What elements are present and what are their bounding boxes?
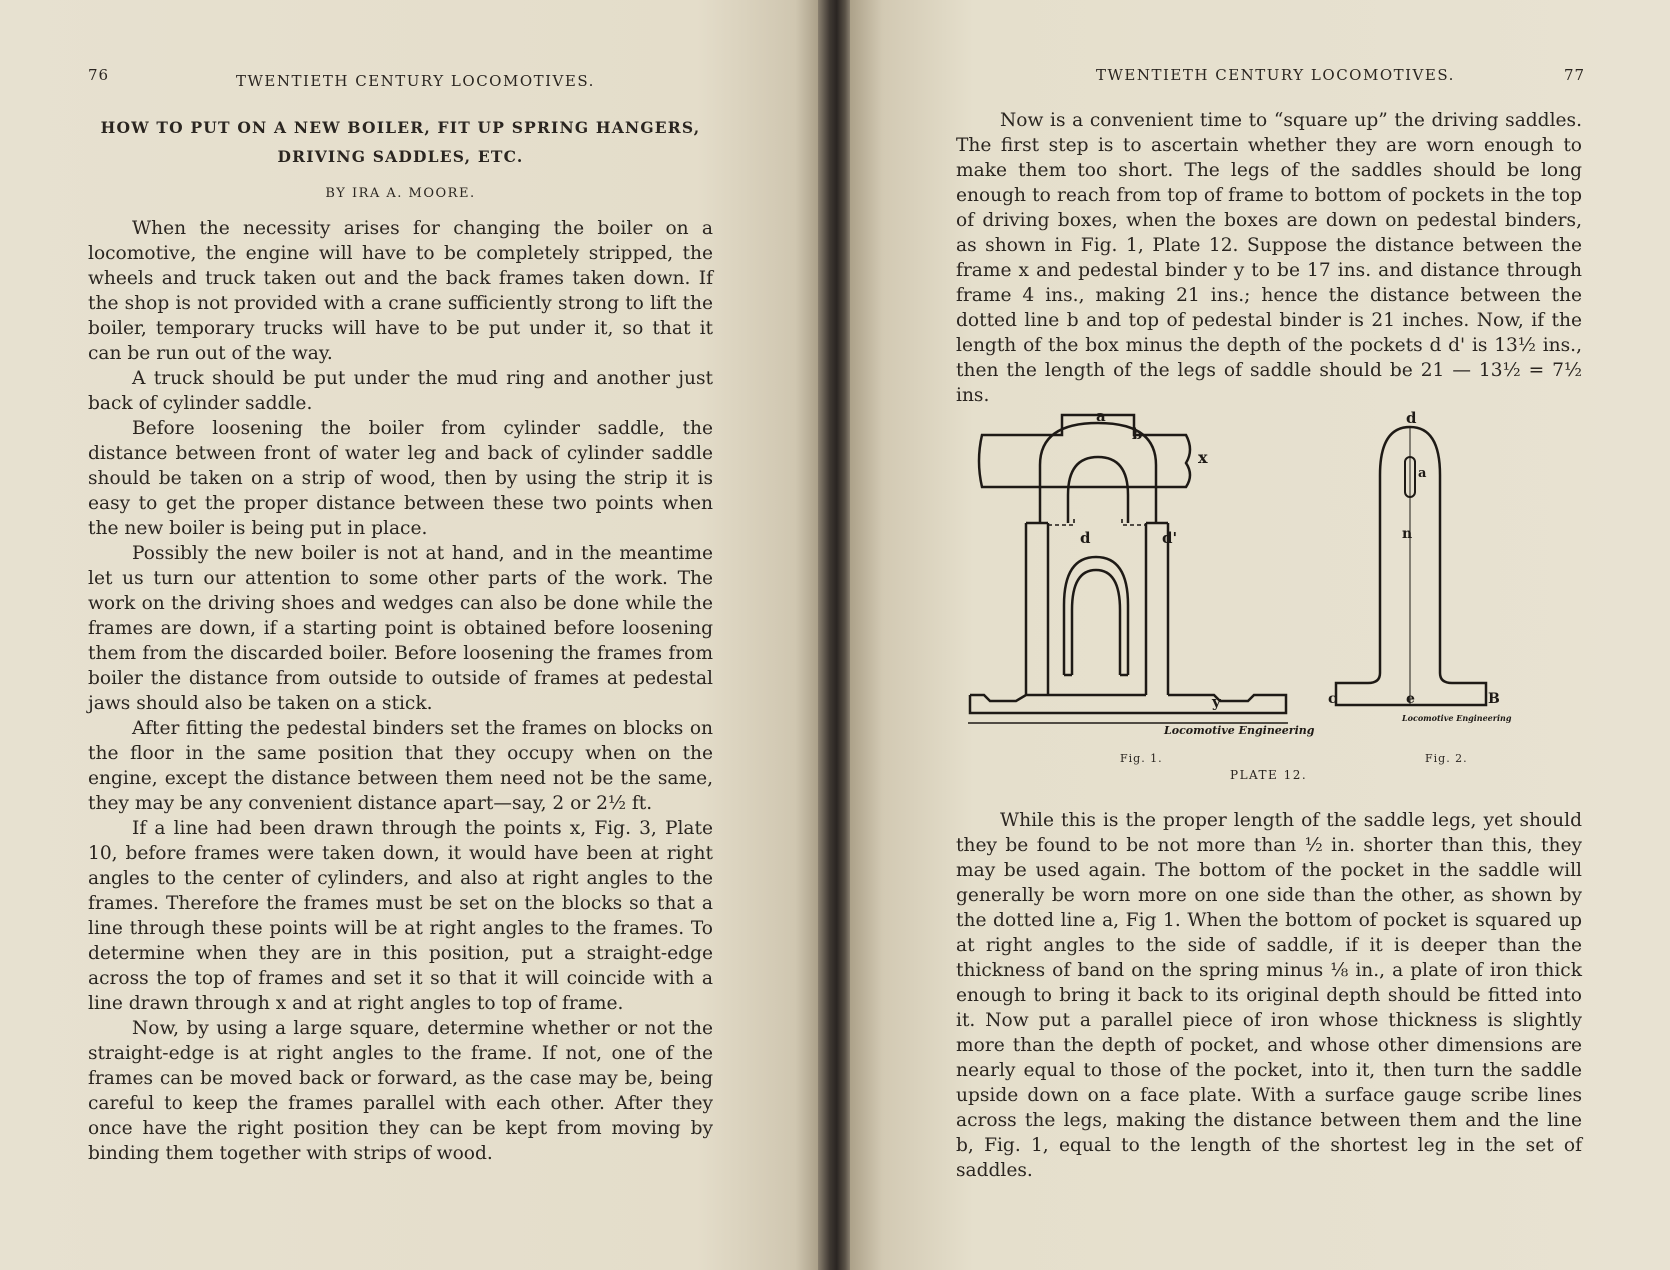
page-number-right: 77 <box>1564 66 1586 84</box>
article-title <box>88 113 713 171</box>
paragraph: When the necessity arises for changing the boiler on a locomotive, the engine will have to be completely stripped, the wheels and truck taken out and the back frames taken down. If the shop is not provided with a crane sufficiently strong to lift the boiler, temporary trucks will have to be put under it, so that it can be run out of the way. <box>88 218 713 364</box>
figure-1-drawing <box>968 405 1315 737</box>
left-page <box>0 0 820 1270</box>
right-body-bottom <box>956 808 1582 1183</box>
fig1-label-a: a <box>1096 407 1106 425</box>
fig1-caption: Fig. 1. <box>1120 752 1163 765</box>
plate-caption: PLATE 12. <box>1230 768 1308 782</box>
article-title-line-2: DRIVING SADDLES, ETC. <box>277 147 524 166</box>
paragraph: Now, by using a large square, determine whether or not the straight-edge is at right angles to the frame. If not, one of the frames can be moved back or forward, as the case may be, being careful to keep the frames parallel with each other. After they once have the right position they can be kept from moving by binding them together with strips of wood. <box>88 1018 713 1164</box>
fig1-label-d: d <box>1080 529 1091 547</box>
left-body <box>88 216 713 1166</box>
fig1-label-d-prime: d' <box>1162 529 1178 547</box>
fig2-credit: Locomotive Engineering <box>1402 713 1512 723</box>
right-body-top <box>956 108 1582 408</box>
paragraph: After fitting the pedestal binders set the frames on blocks on the floor in the same position that they occupy when on the engine, except the distance between them need not be the same, they may be any convenient distance apart—say, 2 or 2½ ft. <box>88 718 713 814</box>
fig2-label-B: B <box>1488 691 1500 707</box>
paragraph: Now is a convenient time to “square up” the driving saddles. The first step is to ascertain whether they are worn enough to make them too short. The legs of the saddles should be long enough to reach from top of frame to bottom of pockets in the top of driving boxes, when the boxes are down on pedestal binders, as shown in Fig. 1, Plate 12. Suppose the distance between the frame x and pedestal binder y to be 17 ins. and distance through frame 4 ins., making 21 ins.; hence the distance between the dotted line b and top of pedestal binder is 21 inches. Now, if the length of the box minus the depth of the pockets d d' is 13½ ins., then the length of the legs of saddle should be 21 — 13½ = 7½ ins. <box>956 110 1582 406</box>
fig2-label-e: e <box>1406 691 1415 707</box>
fig2-caption: Fig. 2. <box>1425 752 1468 765</box>
page-number-left: 76 <box>88 66 110 84</box>
book-gutter <box>818 0 852 1270</box>
fig1-credit: Locomotive Engineering <box>1164 724 1315 737</box>
paragraph: If a line had been drawn through the points x, Fig. 3, Plate 10, before frames were taken down, it would have been at right angles to the center of cylinders, and also at right angles to the frames. Therefore the frames must be set on the blocks so that a line through these points will be at right angles to the frames. To determine when they are in this position, put a straight-edge across the top of frames and set it so that it will coincide with a line drawn through x and at right angles to top of frame. <box>88 818 713 1014</box>
fig2-label-d: d <box>1406 409 1417 427</box>
figure-2-drawing <box>1328 405 1512 735</box>
running-head-right: TWENTIETH CENTURY LOCOMOTIVES. <box>1096 66 1455 84</box>
running-head-left: TWENTIETH CENTURY LOCOMOTIVES. <box>236 72 595 90</box>
fig2-label-n: n <box>1402 526 1413 542</box>
right-page <box>850 0 1670 1270</box>
fig1-label-y: y <box>1212 693 1221 711</box>
fig2-label-c: c <box>1328 691 1337 707</box>
paragraph: While this is the proper length of the saddle legs, yet should they be found to be not more than ½ in. shorter than this, they may be used again. The bottom of the pocket in the saddle will generally be worn more on one side than the other, as shown by the dotted line a, Fig 1. When the bottom of pocket is squared up at right angles to the side of saddle, if it is deeper than the thickness of band on the spring minus ⅛ in., a plate of iron thick enough to bring it back to its original depth should be fitted into it. Now put a parallel piece of iron whose thickness is slightly more than the depth of pocket, and whose other dimensions are nearly equal to those of the pocket, into it, then turn the saddle upside down on a face plate. With a surface gauge scribe lines across the legs, making the distance between them and the line b, Fig. 1, equal to the length of the shortest leg in the set of saddles. <box>956 810 1582 1181</box>
fig1-label-b: b <box>1132 425 1143 443</box>
fig2-label-a: a <box>1418 466 1427 481</box>
fig1-label-x: x <box>1198 448 1208 467</box>
paragraph: Before loosening the boiler from cylinder saddle, the distance between front of water leg and back of cylinder saddle should be taken on a strip of wood, then by using the strip it is easy to get the proper distance between these two points when the new boiler is being put in place. <box>88 418 713 539</box>
paragraph: Possibly the new boiler is not at hand, and in the meantime let us turn our attention to some other parts of the work. The work on the driving shoes and wedges can also be done while the frames are down, if a starting point is obtained before loosening them from the discarded boiler. Before loosening the frames from boiler the distance from outside to outside of frames at pedestal jaws should also be taken on a stick. <box>88 543 713 714</box>
byline: BY IRA A. MOORE. <box>325 186 476 201</box>
paragraph: A truck should be put under the mud ring and another just back of cylinder saddle. <box>88 368 713 414</box>
article-title-line-1: HOW TO PUT ON A NEW BOILER, FIT UP SPRING HANGERS, <box>100 118 701 137</box>
